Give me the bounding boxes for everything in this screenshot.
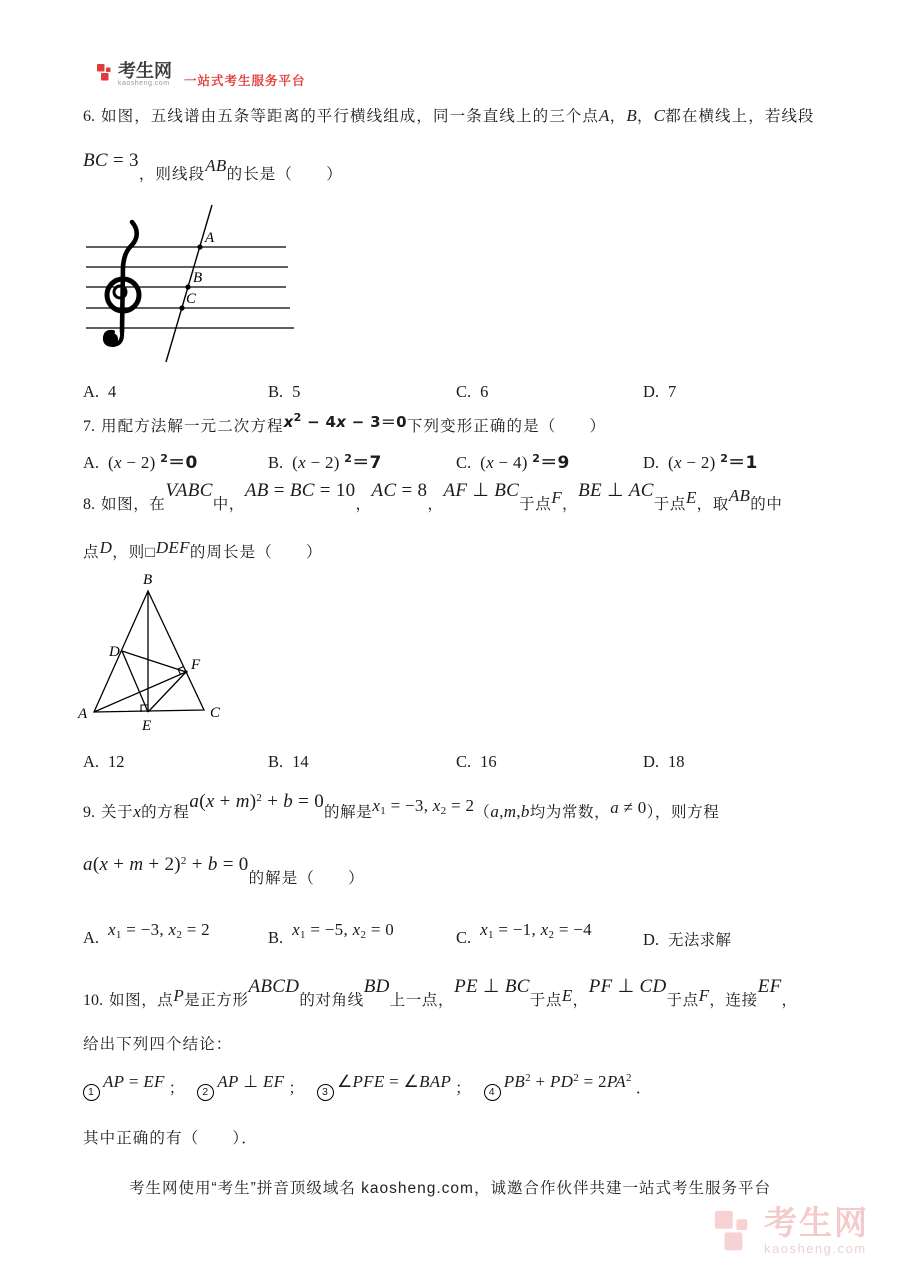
- q7-option-a: [83, 448, 198, 473]
- option-letter: B.: [268, 453, 284, 472]
- q6-number: 6.: [83, 108, 95, 125]
- q10-stem-7: ，连接: [709, 992, 758, 1009]
- q6-line-1: [83, 104, 815, 126]
- q10-stem-4: 上一点，: [389, 992, 455, 1009]
- treble-clef-icon: [105, 222, 139, 345]
- logo-text-block: [118, 62, 172, 87]
- option-value: $x_1 = -3$, $x_2 = 2$: [108, 920, 210, 941]
- logo-domain: kaosheng.com: [118, 80, 170, 87]
- q10-stem-9: 其中正确的有（ ）．: [83, 1130, 258, 1147]
- q9-stem-6: 的解是（ ）: [248, 870, 365, 887]
- fig2-label-b: B: [143, 572, 153, 588]
- fig2-label-a: A: [78, 706, 88, 722]
- math-pf-perp-cd: PF ⊥ CD: [588, 976, 667, 997]
- q8-option-d: [643, 752, 685, 772]
- q7-options: [0, 448, 900, 472]
- circled-number-2: 2: [197, 1084, 214, 1101]
- q9-paren-open: （: [474, 804, 491, 821]
- option-value: 无法求解: [668, 932, 732, 949]
- option-letter: B.: [268, 928, 284, 947]
- fig2-label-e: E: [142, 718, 152, 734]
- q10-number: 10.: [83, 992, 103, 1009]
- q9-stem-2: 的方程: [141, 804, 190, 821]
- option-letter: D.: [643, 453, 660, 472]
- q9-option-c: [456, 920, 592, 949]
- option-value: 7: [668, 382, 677, 401]
- math-solutions: $x_1 = -3$, $x_2 = 2$: [372, 796, 475, 817]
- separator: ；: [288, 1080, 305, 1097]
- point-a: A: [599, 106, 610, 125]
- option-value: 12: [108, 752, 125, 771]
- q10-stem-3: 的对角线: [299, 992, 364, 1009]
- q10-stem-5: 于点: [529, 992, 562, 1009]
- math-ef: EF: [757, 976, 782, 997]
- circled-number-1: 1: [83, 1084, 100, 1101]
- q9-line-1: [83, 791, 720, 823]
- math-ac-8: AC = 8: [371, 480, 428, 501]
- option-value: 4: [108, 382, 117, 401]
- option-value: 16: [480, 752, 497, 771]
- q7-option-b: [268, 448, 382, 473]
- q6-options: [0, 382, 900, 406]
- option-letter: C.: [456, 928, 472, 947]
- math-e: E: [685, 488, 697, 507]
- transversal-line: [166, 205, 212, 362]
- q10-comma-2: ，: [781, 992, 798, 1009]
- option-letter: C.: [456, 752, 472, 771]
- q6-line-2: [83, 150, 343, 185]
- q7-option-c: [456, 448, 570, 473]
- math-ab-2: AB: [728, 486, 751, 505]
- logo-name: 考生网: [118, 61, 172, 81]
- q9-line-2: [83, 854, 365, 889]
- q8-stem-3: 于点: [519, 496, 552, 513]
- fig2-label-d: D: [109, 644, 120, 660]
- math-ab: AB: [205, 156, 227, 175]
- kaosheng-logo-icon: [97, 62, 113, 82]
- math-af-perp-bc: AF ⊥ BC: [443, 480, 520, 501]
- math-e: E: [561, 986, 573, 1005]
- point-b: B: [626, 106, 637, 125]
- circled-number-3: 3: [317, 1084, 334, 1101]
- q9-option-d: [643, 928, 731, 950]
- option-letter: D.: [643, 382, 660, 401]
- fig1-label-b: B: [193, 270, 203, 286]
- math-f: F: [698, 986, 710, 1005]
- math-def: DEF: [155, 538, 190, 557]
- option-letter: D.: [643, 752, 660, 771]
- comma: ，: [355, 496, 372, 513]
- q6-stem-1: 如图，五线谱由五条等距离的平行横线组成，同一条直线上的三个点: [101, 108, 600, 125]
- q6-figure-staff: [80, 196, 310, 379]
- watermark-logo-icon: [712, 1206, 756, 1254]
- q8-stem-6: 的中: [750, 496, 783, 513]
- math-quadratic-eq: $x^2 - 4x - 3=0$: [283, 411, 407, 431]
- conclusion-4: $PB^2 + PD^2 = 2PA^2$: [503, 1072, 632, 1091]
- math-eq2: $a(x + m + 2)^2 + b = 0$: [83, 854, 249, 875]
- q8-stem-2: 中，: [212, 496, 245, 513]
- option-value: $x_1 = -1$, $x_2 = -4$: [480, 920, 592, 941]
- q8-stem-7: 点: [83, 544, 100, 561]
- separator: ．: [635, 1080, 653, 1097]
- circled-number-4: 4: [484, 1084, 501, 1101]
- comma: ，: [637, 108, 654, 125]
- q10-line-1: [83, 976, 798, 1011]
- q10-stem-6: 于点: [666, 992, 699, 1009]
- fig2-label-f: F: [191, 657, 201, 673]
- q10-line-2: [83, 1032, 232, 1054]
- option-letter: A.: [83, 382, 100, 401]
- q10-conclusions: [83, 1072, 664, 1099]
- q8-stem-8: ，则: [112, 544, 146, 561]
- comma: ，: [609, 108, 627, 125]
- fig1-label-a: A: [205, 230, 215, 246]
- q8-line-2: [83, 540, 323, 562]
- segment-de: [122, 651, 148, 712]
- q7-number: 7.: [83, 418, 95, 435]
- fig2-label-c: C: [210, 705, 221, 721]
- separator: ；: [168, 1080, 186, 1097]
- q7-option-d: [643, 448, 758, 473]
- math-abcd: ABCD: [248, 976, 300, 997]
- math-be-perp-ac: BE ⊥ AC: [578, 480, 654, 501]
- q8-stem-4: 于点: [653, 496, 686, 513]
- segment-df: [122, 651, 186, 672]
- q9-stem-4: 均为常数，: [529, 804, 611, 821]
- q10-stem-8: 给出下列四个结论：: [83, 1036, 233, 1053]
- q10-comma-1: ，: [572, 992, 589, 1009]
- math-ab-bc-10: AB = BC = 10: [244, 480, 356, 501]
- math-pe-perp-bc: PE ⊥ BC: [454, 976, 530, 997]
- missing-glyph-box: □: [145, 544, 156, 561]
- math-bd: BD: [363, 976, 390, 997]
- q8-stem-5: ，取: [696, 496, 729, 513]
- q6-stem-2: 都在横线上，若线段: [665, 108, 815, 125]
- q7-line-1: [83, 411, 607, 436]
- q7-stem-1: 用配方法解一元二次方程: [101, 418, 284, 435]
- q8-line-1: [83, 480, 783, 515]
- math-triangle-abc: VABC: [165, 480, 213, 501]
- watermark-text-block: [764, 1206, 869, 1256]
- q8-stem-1: 如图，在: [101, 496, 166, 513]
- q6-stem-3: ，则线段: [138, 166, 206, 183]
- q9-stem-3: 的解是: [324, 804, 373, 821]
- watermark-name: 考生网: [764, 1204, 869, 1241]
- conclusion-3: ∠PFE = ∠BAP: [336, 1072, 452, 1091]
- q6-option-c: [456, 382, 488, 402]
- point-f-dot: [185, 671, 188, 674]
- math-a-neq-0: a ≠ 0: [610, 798, 647, 817]
- option-letter: A.: [83, 453, 100, 472]
- option-value: 5: [292, 382, 301, 401]
- q9-option-b: [268, 920, 395, 949]
- q10-line-4: [83, 1126, 258, 1148]
- math-d: D: [99, 538, 113, 557]
- kaosheng-logo: [97, 62, 306, 89]
- option-value: (x − 4) $^2$＝9: [480, 452, 570, 473]
- math-bc-equals-3: BC = 3: [83, 150, 139, 171]
- segment-ef: [148, 672, 186, 712]
- option-value: (x − 2) $^2$＝7: [292, 452, 382, 473]
- logo-tagline: 一站式考生服务平台: [184, 74, 306, 88]
- conclusion-1: AP = EF: [103, 1072, 165, 1091]
- option-value: $x_1 = -5$, $x_2 = 0$: [292, 920, 395, 941]
- q8-stem-9: 的周长是（ ）: [189, 544, 323, 561]
- q9-stem-5: ），则方程: [646, 804, 720, 821]
- q8-figure-triangle: [76, 572, 236, 745]
- math-eq1: $a(x + m)^2 + b = 0$: [189, 791, 325, 812]
- option-value: 6: [480, 382, 489, 401]
- option-value: (x − 2) $^2$＝1: [668, 452, 758, 473]
- q6-option-d: [643, 382, 676, 402]
- conclusion-2: AP ⊥ EF: [217, 1072, 285, 1091]
- watermark-domain: kaosheng.com: [764, 1240, 867, 1256]
- option-letter: C.: [456, 382, 472, 401]
- fig1-label-c: C: [186, 291, 197, 307]
- math-constants: a,m,b: [490, 802, 530, 821]
- separator: ；: [455, 1080, 472, 1097]
- q9-options: [0, 920, 900, 952]
- q6-option-a: [83, 382, 116, 402]
- q8-option-b: [268, 752, 309, 772]
- option-value: 14: [292, 752, 309, 771]
- q6-option-b: [268, 382, 300, 402]
- math-x: x: [133, 802, 142, 821]
- q10-stem-2: 是正方形: [184, 992, 249, 1009]
- math-f: F: [551, 488, 563, 507]
- option-letter: C.: [456, 453, 472, 472]
- q9-stem-1: 关于: [101, 804, 134, 821]
- q8-options: [0, 752, 900, 776]
- q8-option-c: [456, 752, 497, 772]
- option-letter: D.: [643, 930, 660, 949]
- q9-number: 9.: [83, 804, 95, 821]
- option-value: 18: [668, 752, 685, 771]
- q7-stem-2: 下列变形正确的是（ ）: [406, 418, 607, 435]
- q6-stem-4: 的长是（ ）: [226, 166, 343, 183]
- comma: ，: [427, 496, 444, 513]
- option-letter: B.: [268, 382, 284, 401]
- q10-stem-1: 如图，点: [109, 992, 174, 1009]
- watermark-logo: [712, 1206, 869, 1256]
- option-letter: B.: [268, 752, 284, 771]
- option-letter: A.: [83, 928, 100, 947]
- footer-text: 考生网使用“考生”拼音顶级域名 kaosheng.com，诚邀合作伙伴共建一站式考生服务平台: [129, 1180, 771, 1197]
- option-value: (x − 2) $^2$＝0: [108, 452, 198, 473]
- q8-number: 8.: [83, 496, 95, 513]
- option-letter: A.: [83, 752, 100, 771]
- point-c: C: [653, 106, 666, 125]
- q9-option-a: [83, 920, 210, 949]
- q8-option-a: [83, 752, 125, 772]
- math-p: P: [173, 986, 185, 1005]
- comma: ，: [562, 496, 579, 513]
